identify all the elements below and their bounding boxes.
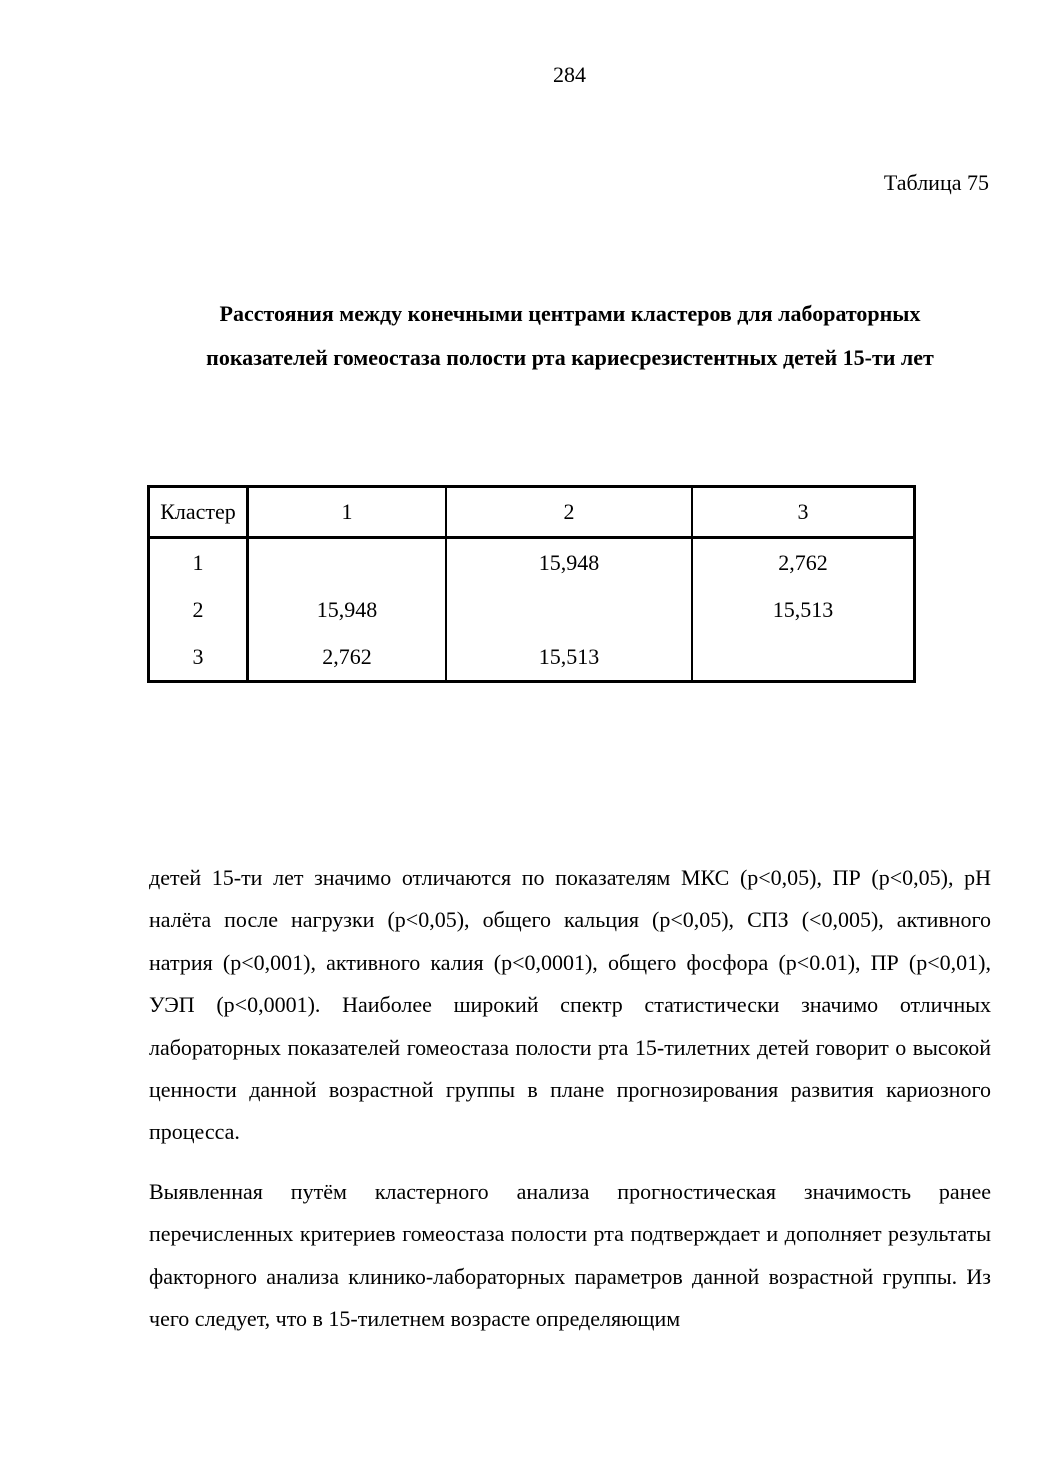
table-cell	[446, 586, 692, 633]
table-row	[149, 633, 915, 682]
header-cell: 1	[248, 487, 447, 538]
table-cell: 2,762	[248, 633, 447, 682]
caption-line-1: Расстояния между конечными центрами кластеров для лабораторных	[219, 301, 921, 326]
row-label-cell: 1	[149, 538, 248, 587]
table-row	[149, 586, 915, 633]
table-caption	[120, 292, 1020, 380]
page-number: 284	[553, 62, 586, 87]
header-cell: 2	[446, 487, 692, 538]
table-header-row	[149, 487, 915, 538]
table-cell: 15,948	[446, 538, 692, 587]
table-cell: 2,762	[692, 538, 915, 587]
table-cell: 15,513	[692, 586, 915, 633]
table-cell: 15,513	[446, 633, 692, 682]
body-paragraph-2: Выявленная путём кластерного анализа прогностическая значимость ранее перечисленных критериев гомеостаза полости рта подтверждает и дополняет результаты факторного анализа клинико-лабораторных параметров данной возрастной группы. Из чего следует, что в 15-тилетнем возрасте определяющим	[149, 1179, 991, 1332]
cluster-distance-table	[147, 485, 916, 683]
row-label-cell: 3	[149, 633, 248, 682]
body-paragraph-1: детей 15-ти лет значимо отличаются по показателям МКС (р<0,05), ПР (р<0,05), рН налёта после нагрузки (р<0,05), общего кальция (р<0,05), СПЗ (<0,005), активного натрия (р<0,001), активного калия (р<0,0001), общего фосфора (р<0.01), ПР (р<0,01), УЭП (р<0,0001). Наиболее широкий спектр статистически значимо отличных лабораторных показателей гомеостаза полости рта 15-тилетних детей говорит о высокой ценности данной возрастной группы в плане прогнозирования развития кариозного процесса.	[149, 865, 991, 1145]
table-cell: 15,948	[248, 586, 447, 633]
table-row	[149, 538, 915, 587]
table-cell	[248, 538, 447, 587]
row-label-cell: 2	[149, 586, 248, 633]
header-cell: Кластер	[149, 487, 248, 538]
header-cell: 3	[692, 487, 915, 538]
table-label: Таблица 75	[883, 170, 989, 195]
caption-line-2: показателей гомеостаза полости рта кариесрезистентных детей 15-ти лет	[206, 345, 934, 370]
table-cell	[692, 633, 915, 682]
